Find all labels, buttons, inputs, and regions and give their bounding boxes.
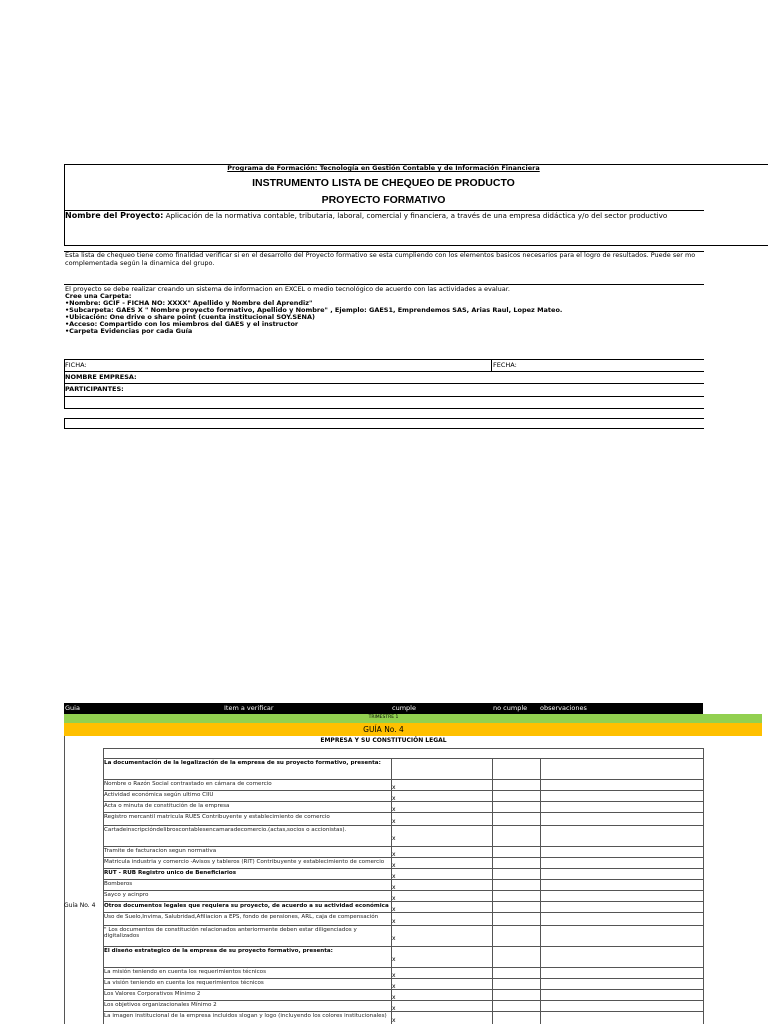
table-row [103,901,703,912]
section-title: EMPRESA Y SU CONSTITUCIÓN LEGAL [320,737,447,744]
table-row [103,1011,703,1024]
col-cumple: cumple [392,704,416,712]
cumple-checkbox[interactable]: x [392,851,396,858]
guia-cell: Guía No. 4 [64,902,96,909]
table-row [103,912,703,925]
table-row [103,812,703,825]
table-row [103,1000,703,1011]
cumple-checkbox[interactable]: x [392,884,396,891]
purpose-text: Esta lista de chequeo tiene como finalidad verificar si en el desarrollo del Proyecto formativo se esta cumpliendo con los elementos basicos necesarios para el logro de resultados. Puede ser mo [65,251,696,259]
item-text: Los Valores Corporativos Mínimo 2 [104,991,201,997]
cumple-checkbox[interactable]: x [392,983,396,990]
cumple-checkbox[interactable]: x [392,935,396,942]
guia-title: GUÍA No. 4 [363,725,404,734]
cumple-checkbox[interactable]: x [392,818,396,825]
instruction-line: •Subcarpeta: GAES X " Nombre proyecto formativo, Apellido y Nombre" , Ejemplo: GAES1, Emprendemos SAS, Arias Raul, Lopez Mateo. [65,306,563,314]
instruction-line: •Ubicación: One drive o share point (cuenta institucional SOY.SENA) [65,313,315,321]
trimestre-label: TRIMESTRE 1 [368,715,399,720]
cumple-checkbox[interactable]: x [392,806,396,813]
divider [64,371,704,372]
project-label: Nombre del Proyecto: [65,211,164,220]
item-text: La imagen institucional de la empresa incluidos slogan y logo (incluyendo los colores institucionales) [104,1013,387,1019]
item-text: Registro mercantil matricula RUES Contribuyente y establecimiento de comercio [104,814,330,820]
project-name [65,211,667,220]
instruction-line: Cree una Carpeta: [65,292,132,300]
cumple-checkbox[interactable]: x [392,918,396,925]
cumple-checkbox[interactable]: x [392,956,396,963]
guia-bar [64,723,762,736]
table-row [103,779,703,790]
cumple-checkbox[interactable]: x [392,895,396,902]
fecha-field[interactable]: FECHA: [493,361,517,369]
item-text: La misión teniendo en cuenta los requerimientos técnicos [104,969,266,975]
item-text: Otros documentos legales que requiera su proyecto, de acuerdo a su actividad económica [104,903,389,909]
cumple-checkbox[interactable]: x [392,835,396,842]
item-text: Cartadeinscripcióndelibroscontablesencamaradecomercio.(actas,socios o accionistas). [104,827,347,833]
item-text: Bomberos [104,881,133,887]
page-subtitle: PROYECTO FORMATIVO [321,194,446,206]
program-line: Programa de Formación: Tecnología en Gestión Contable y de Información Financiera [227,164,540,172]
cumple-checkbox[interactable]: x [392,784,396,791]
item-text: Nombre o Razón Social contrastado en cámara de comercio [104,781,272,787]
table-row [103,946,703,967]
trimestre-bar [64,714,762,723]
table-row [103,978,703,989]
divider [64,383,704,384]
divider [491,359,492,371]
cumple-checkbox[interactable]: x [392,1005,396,1012]
divider [64,396,704,397]
empresa-field[interactable]: NOMBRE EMPRESA: [65,373,137,381]
item-text: Acta o minuta de constitución de la empresa [104,803,230,809]
guia-cell-frame [64,736,65,1024]
col-observaciones: observaciones [540,704,587,712]
item-text: Matricula industria y comercio -Avisos y tableros (RIT) Contribuyente y establecimiento de comercio [104,859,385,865]
cumple-checkbox[interactable]: x [392,873,396,880]
column-line [703,748,704,1024]
cumple-checkbox[interactable]: x [392,906,396,913]
table-row [103,989,703,1000]
instruction-line: El proyecto se debe realizar creando un sistema de informacion en EXCEL o medio tecnológico de acuerdo con las actividades a evaluar. [65,285,510,293]
project-value: Aplicación de la normativa contable, tributaria, laboral, comercial y financiera, a través de una empresa didáctica y/o del sector productivo [163,211,668,220]
form-frame [64,359,704,409]
instruction-line: •Carpeta Evidencias por cada Guía [65,327,193,335]
item-text: Tramite de facturacion segun normativa [104,848,217,854]
item-text: " Los documentos de constitución relacionados anteriormente deben estar diligenciados y digitalizados [104,927,357,939]
table-row [103,825,703,846]
participantes-field[interactable]: PARTICIPANTES: [65,385,124,393]
instruction-line: •Nombre: GCIF - FICHA NO: XXXX" Apellido y Nombre del Aprendiz" [65,299,313,307]
instructions [65,286,562,335]
table-row [103,790,703,801]
table-row [103,846,703,857]
item-text: Uso de Suelo,Invima, Salubridad,Afiliacion a EPS, fondo de pensiones, ARL, caja de compensación [104,914,379,920]
blank-row [64,418,704,429]
purpose-text-2: complementada según la dinamica del grupo. [65,259,215,267]
item-text: RUT - RUB Registro unico de Beneficiarios [104,870,237,876]
table-row [103,925,703,946]
col-item: Item a verificar [224,704,274,712]
item-text: Actividad económica según ultimo CIIU [104,792,214,798]
item-text: Sayco y acinpro [104,892,149,898]
item-text: Los objetivos organizacionales Mínimo 2 [104,1002,217,1008]
col-guia: Guia [65,704,80,712]
cumple-checkbox[interactable]: x [392,972,396,979]
table-row [103,801,703,812]
col-no-cumple: no cumple [493,704,528,712]
item-text: El diseño estrategico de la empresa de su proyecto formativo, presenta: [104,948,333,954]
cumple-checkbox[interactable]: x [392,994,396,1001]
item-text: La documentación de la legalización de la empresa de su proyecto formativo, presenta: [104,760,381,766]
item-text: La visión teniendo en cuenta los requerimientos técnicos [104,980,264,986]
table-row [103,879,703,890]
table-row [103,967,703,978]
table-header [64,703,703,714]
table-row [103,868,703,879]
table-row [103,758,703,779]
cumple-checkbox[interactable]: x [392,795,396,802]
cumple-checkbox[interactable]: x [392,862,396,869]
instruction-line: •Acceso: Compartido con los miembros del GAES y el instructor [65,320,299,328]
table-row [103,890,703,901]
ficha-field[interactable]: FICHA: [65,361,87,369]
table-row [103,748,703,758]
page-title: INSTRUMENTO LISTA DE CHEQUEO DE PRODUCTO [252,177,515,189]
cumple-checkbox[interactable]: x [392,1017,396,1024]
table-row [103,857,703,868]
